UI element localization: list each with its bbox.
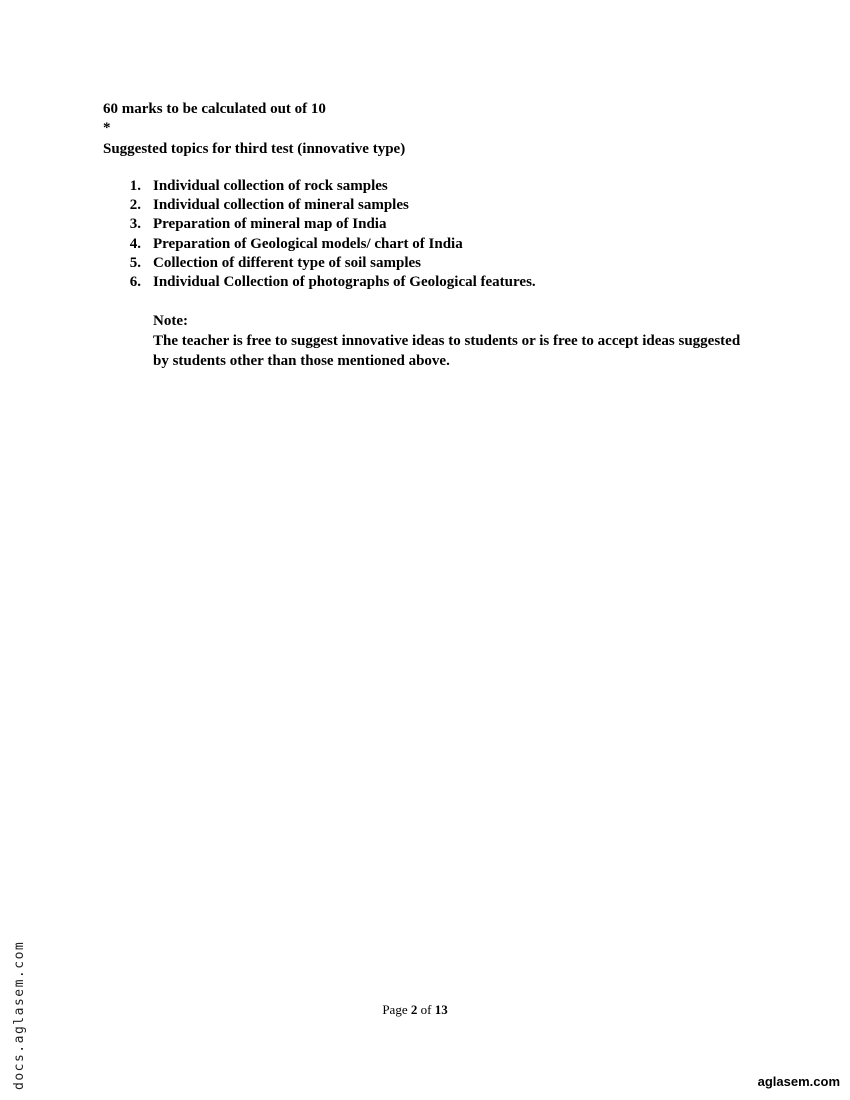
list-item: [103, 215, 536, 234]
brand-logo: aglasem.com: [757, 1074, 840, 1089]
note-title: Note:: [153, 313, 188, 329]
list-item-text: Individual Collection of photographs of Geological features.: [153, 273, 536, 290]
list-item-text: Individual collection of mineral samples: [153, 197, 409, 214]
page-word: Page: [382, 1002, 408, 1017]
list-item: [103, 196, 536, 215]
side-watermark: docs.aglasem.com: [12, 940, 27, 1090]
list-item-text: Individual collection of rock samples: [153, 178, 388, 194]
of-word: of: [420, 1002, 432, 1017]
list-item-number: 4.: [129, 235, 141, 252]
list-item-number: 5.: [129, 254, 141, 271]
note-body: The teacher is free to suggest innovative ideas to students or is free to accept ideas suggested by students other than those mentioned above.: [153, 333, 741, 369]
list-item-text: Preparation of Geological models/ chart of India: [153, 235, 463, 252]
topic-list: [103, 177, 536, 292]
list-item: [103, 273, 536, 292]
marks-calculation-line: 60 marks to be calculated out of 10: [103, 101, 326, 117]
asterisk-marker: *: [103, 120, 111, 136]
list-item-number: 6.: [129, 273, 141, 290]
list-item: [103, 254, 536, 273]
list-item: [103, 177, 536, 196]
page-current: 2: [410, 1002, 418, 1017]
page-total: 13: [434, 1002, 448, 1017]
list-item-number: 2.: [129, 197, 141, 214]
topics-heading: Suggested topics for third test (innovative type): [103, 141, 406, 157]
list-item-number: 1.: [129, 178, 141, 194]
list-item-number: 3.: [129, 216, 141, 233]
page-number: [0, 1002, 830, 1018]
list-item-text: Collection of different type of soil samples: [153, 254, 422, 271]
list-item-text: Preparation of mineral map of India: [153, 216, 387, 233]
list-item: [103, 235, 536, 254]
